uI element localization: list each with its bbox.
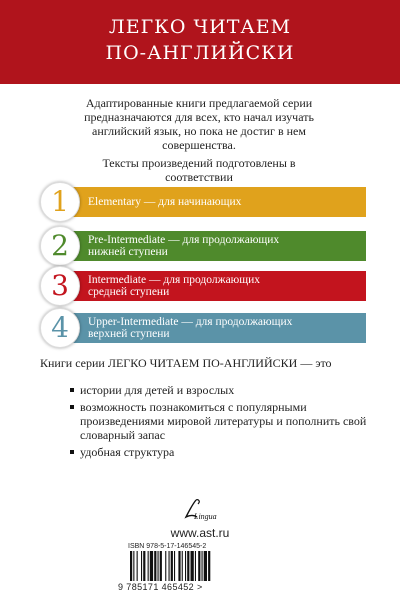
level-bar: Upper-Intermediate — для продолжающих верхней ступени <box>62 313 366 343</box>
level-bar: Pre-Intermediate — для продолжающих нижней ступени <box>62 231 366 261</box>
level-number-badge: 3 <box>40 266 80 306</box>
series-title-line2: ПО-АНГЛИЙСКИ <box>105 42 295 64</box>
list-item: удобная структура <box>70 445 370 459</box>
level-4 <box>40 308 366 348</box>
level-2 <box>40 226 366 266</box>
level-bar: Intermediate — для продолжающих средней ступени <box>62 271 366 301</box>
intro-paragraph-2: Тексты произведений подготовлены в соответствии <box>102 156 296 184</box>
series-description: Книги серии ЛЕГКО ЧИТАЕМ ПО-АНГЛИЙСКИ — это <box>40 356 332 370</box>
intro-paragraph-1: Адаптированные книги предлагаемой серии предназначаются для всех, кто начал изучать английский язык, но пока не достиг в нем совершенства. <box>84 96 314 152</box>
features-list <box>70 383 370 462</box>
level-1 <box>40 182 366 222</box>
series-banner <box>0 0 400 84</box>
level-number-badge: 2 <box>40 226 80 266</box>
barcode <box>128 551 250 583</box>
level-number-badge: 4 <box>40 308 80 348</box>
svg-text:Lingua: Lingua <box>194 512 217 521</box>
website-url: www.ast.ru <box>170 526 230 540</box>
lingua-logo <box>178 497 226 523</box>
level-3 <box>40 266 366 306</box>
series-title-line1: ЛЕГКО ЧИТАЕМ <box>108 16 292 38</box>
isbn-label: ISBN 978-5-17-146545-2 <box>128 543 207 550</box>
list-item: истории для детей и взрослых <box>70 383 370 397</box>
level-number-badge: 1 <box>40 182 80 222</box>
level-bar: Elementary — для начинающих <box>62 187 366 217</box>
list-item: возможность познакомиться с популярными произведениями мировой литературы и пополнить свой словарный запас <box>70 400 370 442</box>
barcode-number: 9 785171 465452 > <box>118 582 203 592</box>
